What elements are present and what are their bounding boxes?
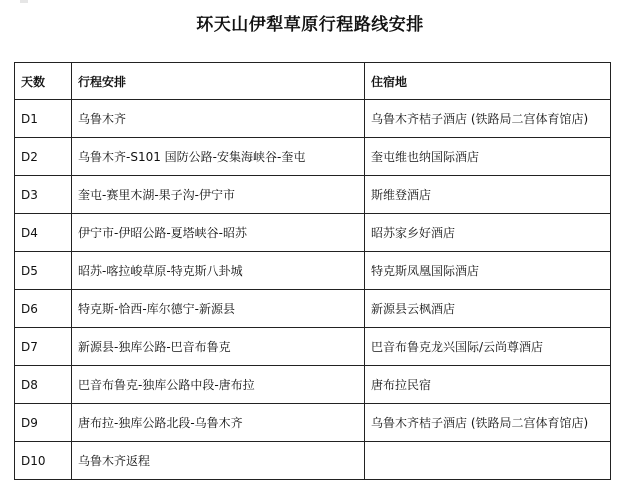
table-row xyxy=(15,328,611,366)
cell-lodging: 乌鲁木齐桔子酒店 (铁路局二宫体育馆店) xyxy=(365,100,611,138)
header-itinerary: 行程安排 xyxy=(72,63,365,100)
header-lodging: 住宿地 xyxy=(365,63,611,100)
corner-mark xyxy=(20,0,28,3)
table-row xyxy=(15,138,611,176)
cell-lodging: 唐布拉民宿 xyxy=(365,366,611,404)
cell-day: D8 xyxy=(15,366,72,404)
cell-day: D3 xyxy=(15,176,72,214)
itinerary-table xyxy=(14,62,611,480)
header-day: 天数 xyxy=(15,63,72,100)
cell-day: D9 xyxy=(15,404,72,442)
cell-day: D2 xyxy=(15,138,72,176)
table-row xyxy=(15,100,611,138)
table-row xyxy=(15,252,611,290)
table-header-row xyxy=(15,63,611,100)
cell-itinerary: 新源县-独库公路-巴音布鲁克 xyxy=(72,328,365,366)
cell-itinerary: 巴音布鲁克-独库公路中段-唐布拉 xyxy=(72,366,365,404)
cell-itinerary: 乌鲁木齐-S101 国防公路-安集海峡谷-奎屯 xyxy=(72,138,365,176)
cell-itinerary: 特克斯-恰西-库尔德宁-新源县 xyxy=(72,290,365,328)
cell-day: D1 xyxy=(15,100,72,138)
cell-day: D10 xyxy=(15,442,72,480)
table-row xyxy=(15,442,611,480)
cell-itinerary: 乌鲁木齐 xyxy=(72,100,365,138)
cell-lodging: 昭苏家乡好酒店 xyxy=(365,214,611,252)
cell-lodging: 巴音布鲁克龙兴国际/云尚尊酒店 xyxy=(365,328,611,366)
cell-lodging: 新源县云枫酒店 xyxy=(365,290,611,328)
page-title: 环天山伊犁草原行程路线安排 xyxy=(196,15,424,35)
table-row xyxy=(15,290,611,328)
cell-lodging: 斯维登酒店 xyxy=(365,176,611,214)
table-row xyxy=(15,366,611,404)
cell-day: D5 xyxy=(15,252,72,290)
cell-lodging: 乌鲁木齐桔子酒店 (铁路局二宫体育馆店) xyxy=(365,404,611,442)
cell-itinerary: 唐布拉-独库公路北段-乌鲁木齐 xyxy=(72,404,365,442)
cell-lodging: 特克斯凤凰国际酒店 xyxy=(365,252,611,290)
cell-itinerary: 乌鲁木齐返程 xyxy=(72,442,365,480)
cell-itinerary: 奎屯-赛里木湖-果子沟-伊宁市 xyxy=(72,176,365,214)
table-row xyxy=(15,404,611,442)
cell-itinerary: 伊宁市-伊昭公路-夏塔峡谷-昭苏 xyxy=(72,214,365,252)
cell-day: D6 xyxy=(15,290,72,328)
cell-lodging: 奎屯维也纳国际酒店 xyxy=(365,138,611,176)
cell-day: D4 xyxy=(15,214,72,252)
cell-day: D7 xyxy=(15,328,72,366)
cell-lodging xyxy=(365,442,611,480)
table-row xyxy=(15,214,611,252)
cell-itinerary: 昭苏-喀拉峻草原-特克斯八卦城 xyxy=(72,252,365,290)
table-row xyxy=(15,176,611,214)
